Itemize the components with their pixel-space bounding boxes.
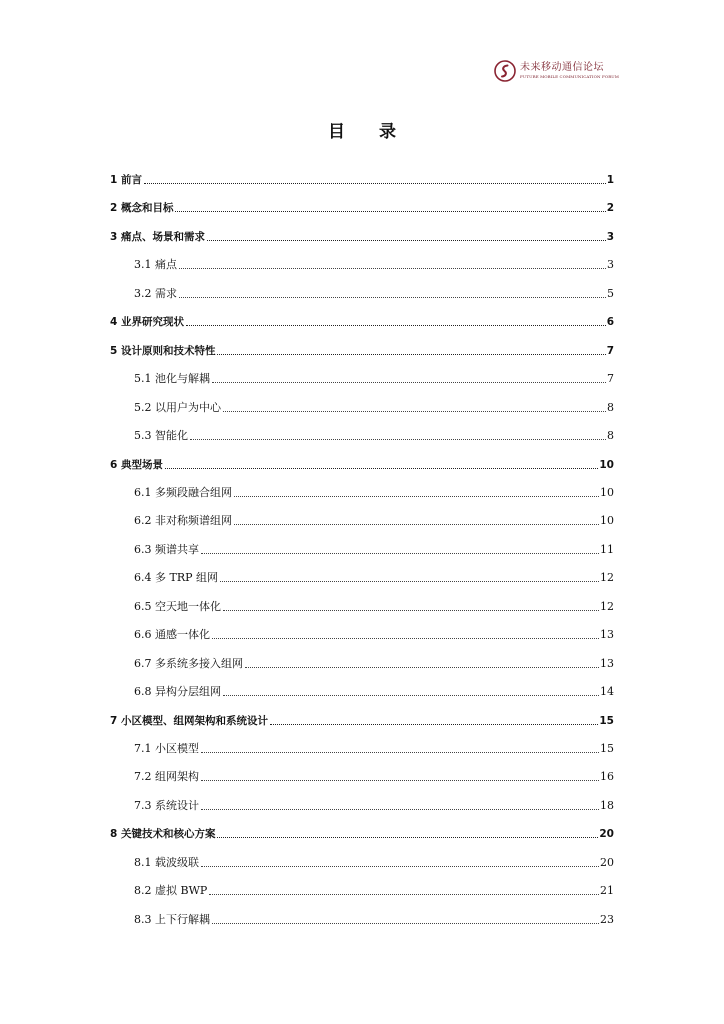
toc-dot-leader <box>190 439 606 440</box>
toc-page-number: 12 <box>600 571 614 585</box>
toc-dot-leader <box>144 183 606 184</box>
toc-entry-label: 3.1 痛点 <box>134 258 177 272</box>
toc-page-number: 11 <box>600 542 614 556</box>
toc-entry[interactable] <box>134 598 614 614</box>
toc-page-number: 10 <box>600 514 614 528</box>
toc-entry-label: 7.1 小区模型 <box>134 742 199 755</box>
toc-page-number: 20 <box>599 828 614 841</box>
toc-entry[interactable] <box>134 541 614 557</box>
toc-page-number: 20 <box>600 855 614 869</box>
toc-entry[interactable] <box>134 626 614 642</box>
toc-entry[interactable] <box>134 655 614 671</box>
toc-page-number: 3 <box>606 230 614 243</box>
toc-dot-leader <box>223 411 606 412</box>
toc-page-number: 21 <box>600 884 614 898</box>
toc-entry-label: 6.7 多系统多接入组网 <box>134 656 243 670</box>
toc-entry[interactable] <box>110 313 614 329</box>
toc-dot-leader <box>212 382 606 383</box>
toc-entry-label: 6.4 多 TRP 组网 <box>134 571 219 585</box>
logo-subtext: FUTURE MOBILE COMMUNICATION FORUM <box>520 74 619 79</box>
toc-entry-label: 6.6 通感一体化 <box>134 628 210 642</box>
toc-entry[interactable] <box>134 882 614 898</box>
toc-dot-leader <box>201 866 599 867</box>
toc-entry[interactable] <box>134 911 614 927</box>
toc-entry[interactable] <box>134 256 614 272</box>
toc-entry-label: 6.2 非对称频谱组网 <box>134 514 232 528</box>
toc-dot-leader <box>201 553 599 554</box>
logo-text: 未来移动通信论坛 <box>520 62 604 73</box>
toc-entry-label: 8.3 上下行解耦 <box>134 912 210 926</box>
toc-page-number: 7 <box>606 344 614 357</box>
toc-entry[interactable] <box>110 712 614 728</box>
toc-entry-label: 1 前言 <box>110 174 142 186</box>
toc-entry[interactable] <box>134 569 614 585</box>
toc-page-number: 6 <box>606 316 614 329</box>
toc-entry[interactable] <box>110 456 614 472</box>
toc-page-number: 10 <box>599 458 614 471</box>
toc-entry-label: 3.2 需求 <box>134 286 177 300</box>
toc-entry[interactable] <box>134 370 614 386</box>
toc-entry-label: 5.3 智能化 <box>134 429 188 443</box>
toc-entry-label: 5.1 池化与解耦 <box>134 372 210 386</box>
toc-entry[interactable] <box>134 484 614 500</box>
toc-entry-label: 6.3 频谱共享 <box>134 542 199 556</box>
toc-page-number: 13 <box>600 628 614 642</box>
toc-page-number: 15 <box>599 714 614 727</box>
toc-dot-leader <box>270 724 598 725</box>
toc-dot-leader <box>207 240 606 241</box>
toc-dot-leader <box>165 468 598 469</box>
toc-entry[interactable] <box>134 285 614 301</box>
toc-page-number: 16 <box>600 770 614 784</box>
toc-entry-label: 6.1 多频段融合组网 <box>134 485 232 499</box>
toc-entry[interactable] <box>134 427 614 443</box>
toc-entry-label: 5.2 以用户为中心 <box>134 400 221 414</box>
toc-entry[interactable] <box>110 228 614 244</box>
toc-page-number: 7 <box>607 372 614 386</box>
toc-dot-leader <box>234 524 599 525</box>
toc-entry[interactable] <box>134 797 614 813</box>
toc-page-number: 14 <box>600 685 614 699</box>
toc-page-number: 23 <box>600 912 614 926</box>
toc-dot-leader <box>217 837 598 838</box>
toc-dot-leader <box>245 667 599 668</box>
toc-dot-leader <box>223 695 599 696</box>
toc-entry-label: 3 痛点、场景和需求 <box>110 230 205 243</box>
toc-entry[interactable] <box>110 171 614 187</box>
toc-dot-leader <box>186 325 606 326</box>
toc-entry[interactable] <box>134 740 614 756</box>
toc-page-number: 3 <box>607 258 614 272</box>
page-title: 目 录 <box>328 122 410 142</box>
toc-entry-label: 2 概念和目标 <box>110 202 174 215</box>
toc-entry-label: 8.2 虚拟 BWP <box>134 884 208 898</box>
toc-page-number: 8 <box>607 400 614 414</box>
toc-page-number: 2 <box>606 202 614 215</box>
toc-dot-leader <box>234 496 599 497</box>
toc-page-number: 8 <box>607 429 614 443</box>
toc-page-number: 10 <box>600 485 614 499</box>
toc-dot-leader <box>209 894 599 895</box>
toc-entry[interactable] <box>134 854 614 870</box>
toc-entry-label: 7.2 组网架构 <box>134 770 199 784</box>
toc-page-number: 15 <box>600 742 614 755</box>
toc-entry[interactable] <box>134 683 614 699</box>
toc-dot-leader <box>217 354 605 355</box>
toc-dot-leader <box>212 638 599 639</box>
toc-page-number: 12 <box>600 599 614 613</box>
toc-dot-leader <box>201 809 599 810</box>
toc-dot-leader <box>179 297 606 298</box>
toc-page-number: 13 <box>600 656 614 670</box>
toc-entry-label: 8.1 载波级联 <box>134 855 199 869</box>
toc-entry-label: 6.5 空天地一体化 <box>134 599 221 613</box>
toc-entry[interactable] <box>134 399 614 415</box>
toc-page-number: 18 <box>600 798 614 812</box>
toc-entry[interactable] <box>110 825 614 841</box>
toc-entry-label: 7.3 系统设计 <box>134 798 199 812</box>
toc-page-number: 1 <box>606 174 614 186</box>
toc-entry[interactable] <box>110 199 614 215</box>
toc-dot-leader <box>223 610 599 611</box>
toc-dot-leader <box>175 211 605 212</box>
toc-entry-label: 7 小区模型、组网架构和系统设计 <box>110 714 268 727</box>
toc-entry-label: 4 业界研究现状 <box>110 316 184 329</box>
toc-entry[interactable] <box>110 342 614 358</box>
toc-dot-leader <box>212 923 599 924</box>
toc-entry[interactable] <box>134 512 614 528</box>
toc-dot-leader <box>179 268 606 269</box>
toc-entry-label: 6.8 异构分层组网 <box>134 685 221 699</box>
toc-dot-leader <box>201 780 599 781</box>
toc-entry-label: 8 关键技术和核心方案 <box>110 828 216 841</box>
toc-page-number: 5 <box>607 286 614 300</box>
toc-dot-leader <box>201 752 599 753</box>
toc-entry-label: 6 典型场景 <box>110 458 163 471</box>
toc-entry[interactable] <box>134 768 614 784</box>
toc-dot-leader <box>220 581 599 582</box>
toc-entry-label: 5 设计原则和技术特性 <box>110 344 216 357</box>
